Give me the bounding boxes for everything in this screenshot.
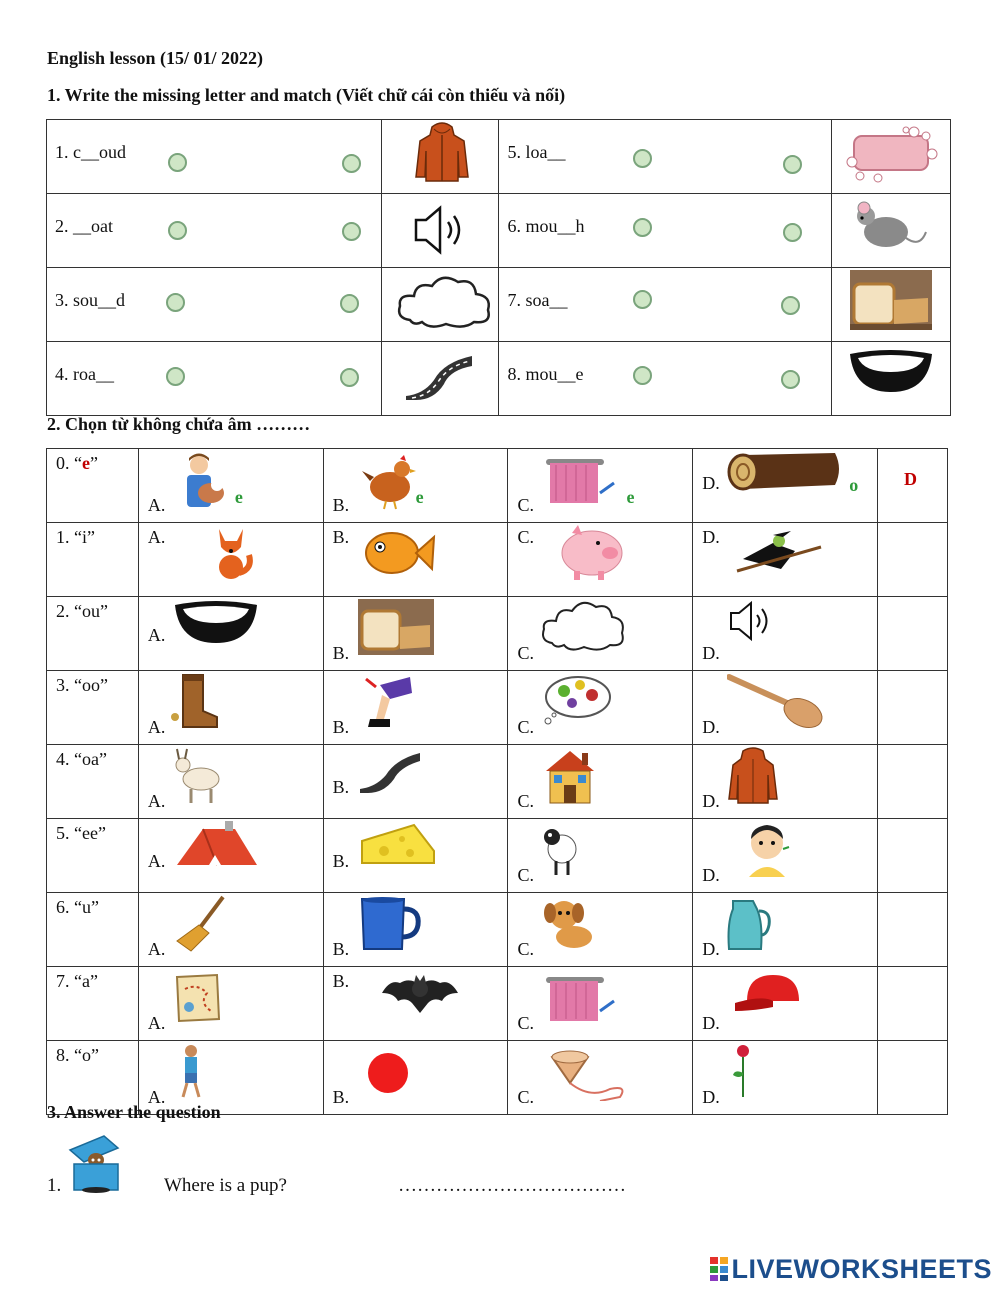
bat-icon bbox=[380, 969, 460, 1021]
match-dot-right[interactable] bbox=[342, 154, 361, 173]
sound-label: 3. “oo” bbox=[56, 675, 108, 695]
option-d[interactable]: D. bbox=[693, 745, 878, 819]
answer-blank[interactable]: ……………………………… bbox=[398, 1175, 626, 1196]
liveworksheets-logo: LIVEWORKSHEETS bbox=[710, 1254, 992, 1285]
option-a[interactable]: A. bbox=[138, 967, 323, 1041]
word-6: 6. mou__h bbox=[507, 216, 585, 236]
match-dot-right[interactable] bbox=[781, 370, 800, 389]
option-d[interactable]: D. bbox=[693, 819, 878, 893]
lesson-title: English lesson (15/ 01/ 2022) bbox=[47, 48, 264, 68]
option-d[interactable]: D. bbox=[693, 1041, 878, 1115]
boy-face-icon bbox=[743, 819, 793, 877]
option-d[interactable]: D. bbox=[693, 671, 878, 745]
option-c[interactable]: C. bbox=[508, 671, 693, 745]
word-4: 4. roa__ bbox=[55, 364, 114, 384]
match-row bbox=[47, 342, 951, 416]
option-a[interactable]: A. bbox=[138, 819, 323, 893]
option-a[interactable]: A. bbox=[138, 523, 323, 597]
option-d[interactable]: D. bbox=[693, 893, 878, 967]
match-dot-left[interactable] bbox=[633, 366, 652, 385]
speaker-sound-icon bbox=[410, 204, 470, 256]
cap-icon bbox=[733, 971, 807, 1021]
road-icon bbox=[404, 350, 474, 400]
speaker-sound-icon bbox=[727, 599, 777, 643]
jug-icon bbox=[723, 895, 773, 953]
sound-label: 7. “a” bbox=[56, 971, 98, 991]
option-d[interactable]: D. bbox=[693, 967, 878, 1041]
match-dot-left[interactable] bbox=[633, 218, 652, 237]
option-b[interactable]: B. e bbox=[323, 449, 508, 523]
match-dot-left[interactable] bbox=[166, 367, 185, 386]
option-c[interactable]: C. e bbox=[508, 449, 693, 523]
question-number: 1. bbox=[47, 1175, 62, 1196]
option-a[interactable]: A. bbox=[138, 1041, 323, 1115]
bread-icon bbox=[358, 599, 434, 655]
match-dot-left[interactable] bbox=[166, 293, 185, 312]
option-a[interactable]: A. bbox=[138, 893, 323, 967]
mug-icon bbox=[358, 895, 424, 953]
option-c[interactable]: C. bbox=[508, 1041, 693, 1115]
towel-icon bbox=[542, 971, 618, 1027]
wooden-spoon-icon bbox=[727, 673, 825, 731]
sheep-icon bbox=[538, 821, 582, 877]
option-b[interactable]: B. bbox=[323, 819, 508, 893]
sound-label: 8. “o” bbox=[56, 1045, 99, 1065]
fish-icon bbox=[360, 525, 436, 579]
red-dot-icon bbox=[366, 1051, 410, 1095]
table-row bbox=[47, 893, 948, 967]
mouse-icon bbox=[850, 198, 930, 258]
option-a[interactable]: A. bbox=[138, 597, 323, 671]
soap-icon bbox=[844, 122, 940, 186]
house-icon bbox=[542, 747, 598, 805]
table-row bbox=[47, 819, 948, 893]
broom-icon bbox=[173, 895, 229, 953]
section3-title: 3. Answer the question bbox=[47, 1102, 221, 1122]
log-icon bbox=[725, 449, 843, 495]
sound-label: 2. “ou” bbox=[56, 601, 108, 621]
witch-icon bbox=[733, 525, 825, 579]
match-dot-left[interactable] bbox=[168, 221, 187, 240]
roof-icon bbox=[173, 821, 259, 869]
match-dot-right[interactable] bbox=[781, 296, 800, 315]
sound-label: 0. “e” bbox=[56, 453, 98, 473]
match-dot-right[interactable] bbox=[340, 294, 359, 313]
puppy-icon bbox=[540, 895, 604, 953]
match-dot-right[interactable] bbox=[783, 223, 802, 242]
match-dot-right[interactable] bbox=[783, 155, 802, 174]
match-row bbox=[47, 120, 951, 194]
match-dot-right[interactable] bbox=[342, 222, 361, 241]
option-a[interactable]: A. e bbox=[138, 449, 323, 523]
match-dot-left[interactable] bbox=[633, 290, 652, 309]
option-b[interactable]: B. bbox=[323, 893, 508, 967]
hen-icon bbox=[360, 453, 418, 511]
match-row bbox=[47, 194, 951, 268]
sound-table bbox=[46, 448, 948, 1115]
table-row bbox=[47, 967, 948, 1041]
option-b[interactable]: B. bbox=[323, 597, 508, 671]
option-c[interactable]: C. bbox=[508, 893, 693, 967]
option-c[interactable]: C. bbox=[508, 745, 693, 819]
section1-title: 1. Write the missing letter and match (Viết chữ cái còn thiếu và nối) bbox=[47, 85, 566, 105]
sound-label: 6. “u” bbox=[56, 897, 99, 917]
option-d[interactable]: D. o bbox=[693, 449, 878, 523]
cheese-icon bbox=[358, 821, 438, 867]
question-text: Where is a pup? bbox=[164, 1175, 287, 1196]
word-1: 1. c__oud bbox=[55, 142, 126, 162]
cloud-icon bbox=[538, 597, 628, 655]
boy-with-dog-icon bbox=[181, 453, 227, 509]
match-dot-right[interactable] bbox=[340, 368, 359, 387]
option-c[interactable]: C. bbox=[508, 967, 693, 1041]
word-7: 7. soa__ bbox=[507, 290, 568, 310]
word-2: 2. __oat bbox=[55, 216, 113, 236]
option-d[interactable]: D. bbox=[693, 597, 878, 671]
road-icon bbox=[358, 749, 422, 793]
section2-title: 2. Chọn từ không chứa âm ……… bbox=[47, 414, 311, 434]
mouth-icon bbox=[848, 348, 934, 394]
word-3: 3. sou__d bbox=[55, 290, 126, 310]
word-8: 8. mou__e bbox=[507, 364, 584, 384]
sound-label: 5. “ee” bbox=[56, 823, 106, 843]
boot-icon bbox=[169, 673, 221, 731]
goat-icon bbox=[169, 747, 225, 805]
option-b[interactable]: B. bbox=[323, 1041, 508, 1115]
spinning-top-icon bbox=[540, 1043, 630, 1101]
match-table bbox=[46, 119, 951, 416]
food-plate-icon bbox=[540, 671, 612, 729]
table-row bbox=[47, 449, 948, 523]
option-c[interactable]: C. bbox=[508, 819, 693, 893]
logo-mark-icon bbox=[710, 1257, 728, 1281]
sound-label: 1. “i” bbox=[56, 527, 95, 547]
mouth-icon bbox=[173, 599, 259, 645]
option-b[interactable]: B. bbox=[323, 671, 508, 745]
table-row bbox=[47, 745, 948, 819]
option-a[interactable]: A. bbox=[138, 745, 323, 819]
jacket-icon bbox=[414, 121, 470, 183]
bread-icon bbox=[850, 270, 932, 330]
jacket-icon bbox=[727, 747, 779, 805]
rose-icon bbox=[731, 1043, 755, 1099]
knee-icon bbox=[360, 673, 416, 731]
option-a[interactable]: A. bbox=[138, 671, 323, 745]
match-dot-left[interactable] bbox=[168, 153, 187, 172]
match-row bbox=[47, 268, 951, 342]
map-icon bbox=[171, 971, 223, 1025]
option-b[interactable]: B. bbox=[323, 745, 508, 819]
option-d[interactable]: D. bbox=[693, 523, 878, 597]
word-5: 5. loa__ bbox=[507, 142, 566, 162]
option-b[interactable]: B. bbox=[323, 523, 508, 597]
cloud-icon bbox=[394, 270, 494, 334]
option-b[interactable]: B. bbox=[323, 967, 508, 1041]
fox-icon bbox=[209, 525, 253, 581]
pig-icon bbox=[552, 523, 628, 581]
table-row bbox=[47, 523, 948, 597]
match-dot-left[interactable] bbox=[633, 149, 652, 168]
table-row bbox=[47, 597, 948, 671]
answer-cell: D bbox=[904, 469, 918, 489]
table-row bbox=[47, 671, 948, 745]
option-c[interactable]: C. bbox=[508, 597, 693, 671]
towel-icon bbox=[542, 453, 618, 509]
pup-in-box-icon bbox=[66, 1134, 122, 1194]
option-c[interactable]: C. bbox=[508, 523, 693, 597]
jumping-boy-icon bbox=[177, 1043, 207, 1101]
sound-label: 4. “oa” bbox=[56, 749, 107, 769]
